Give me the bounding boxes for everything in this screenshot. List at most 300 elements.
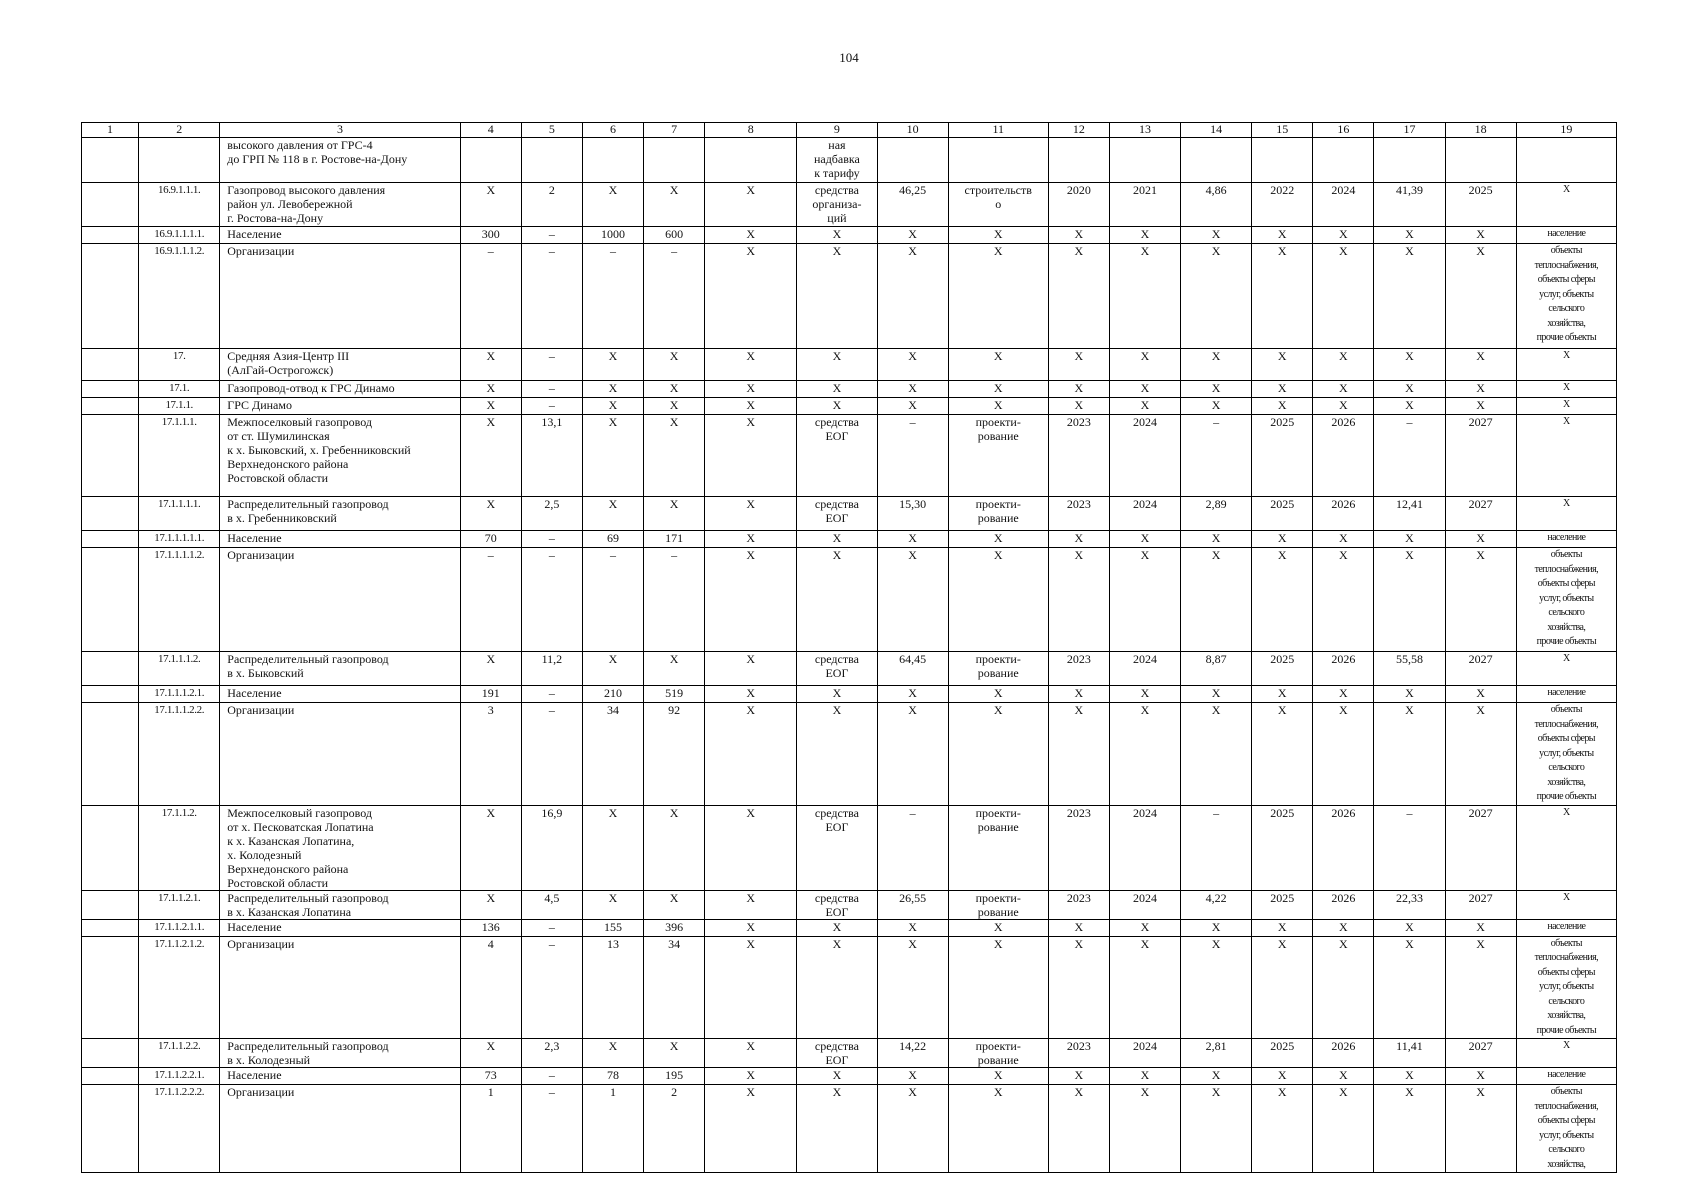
cell-col-13: Х bbox=[1109, 531, 1180, 548]
cell-col-13: Х bbox=[1109, 381, 1180, 398]
cell-col-14 bbox=[1181, 138, 1252, 183]
cell-col-7: 519 bbox=[644, 686, 705, 703]
cell-col-8: Х bbox=[705, 1068, 797, 1085]
cell-col-10: Х bbox=[877, 381, 948, 398]
cell-col-17: 11,41 bbox=[1374, 1039, 1445, 1068]
cell-col-3: Средняя Азия-Центр III (АлГай-Острогожск) bbox=[220, 349, 460, 381]
cell-col-3: Газопровод-отвод к ГРС Динамо bbox=[220, 381, 460, 398]
cell-col-12: Х bbox=[1048, 703, 1109, 806]
cell-col-15: Х bbox=[1252, 919, 1313, 936]
cell-col-18: Х bbox=[1445, 1068, 1516, 1085]
cell-col-8: Х bbox=[705, 919, 797, 936]
cell-col-16: Х bbox=[1313, 1085, 1374, 1173]
table-row bbox=[82, 138, 1617, 183]
cell-col-13: Х bbox=[1109, 1085, 1180, 1173]
cell-col-17: Х bbox=[1374, 381, 1445, 398]
cell-col-17: Х bbox=[1374, 531, 1445, 548]
cell-col-8: Х bbox=[705, 227, 797, 244]
cell-col-9: Х bbox=[797, 227, 877, 244]
cell-col-12: Х bbox=[1048, 936, 1109, 1039]
cell-col-18: Х bbox=[1445, 381, 1516, 398]
cell-col-4: 191 bbox=[460, 686, 521, 703]
cell-col-3: Межпоселковый газопровод от ст. Шумилинская к х. Быковский, х. Гребенниковский Верхнедонского района Ростовской области bbox=[220, 415, 460, 497]
cell-col-9: средства ЕОГ bbox=[797, 1039, 877, 1068]
cell-col-1 bbox=[82, 919, 139, 936]
cell-col-8: Х bbox=[705, 183, 797, 227]
cell-col-4 bbox=[460, 138, 521, 183]
cell-col-18: 2027 bbox=[1445, 1039, 1516, 1068]
cell-col-3: Межпоселковый газопровод от х. Песковатская Лопатина к х. Казанская Лопатина, х. Колодезный Верхнедонского района Ростовской области bbox=[220, 805, 460, 890]
cell-col-8: Х bbox=[705, 703, 797, 806]
cell-col-17 bbox=[1374, 138, 1445, 183]
cell-col-18: Х bbox=[1445, 349, 1516, 381]
cell-col-16: 2024 bbox=[1313, 183, 1374, 227]
cell-col-13: Х bbox=[1109, 919, 1180, 936]
cell-col-15: 2025 bbox=[1252, 415, 1313, 497]
cell-col-3: Газопровод высокого давления район ул. Левобережной г. Ростова-на-Дону bbox=[220, 183, 460, 227]
cell-col-15: Х bbox=[1252, 686, 1313, 703]
cell-col-15 bbox=[1252, 138, 1313, 183]
cell-col-9: Х bbox=[797, 919, 877, 936]
cell-col-13: Х bbox=[1109, 349, 1180, 381]
cell-col-14: Х bbox=[1181, 381, 1252, 398]
cell-col-16: Х bbox=[1313, 686, 1374, 703]
cell-col-18: 2027 bbox=[1445, 890, 1516, 919]
cell-col-11: Х bbox=[948, 936, 1048, 1039]
cell-col-2: 17.1.1.2.2. bbox=[139, 1039, 220, 1068]
cell-col-4: Х bbox=[460, 652, 521, 686]
cell-col-14: 8,87 bbox=[1181, 652, 1252, 686]
cell-col-17: Х bbox=[1374, 227, 1445, 244]
cell-col-19: Х bbox=[1516, 183, 1616, 227]
column-header-18: 18 bbox=[1445, 123, 1516, 138]
cell-col-7: Х bbox=[644, 1039, 705, 1068]
cell-col-16: 2026 bbox=[1313, 805, 1374, 890]
cell-col-14: – bbox=[1181, 415, 1252, 497]
column-header-15: 15 bbox=[1252, 123, 1313, 138]
column-header-4: 4 bbox=[460, 123, 521, 138]
cell-col-3: Организации bbox=[220, 548, 460, 652]
cell-col-10: – bbox=[877, 805, 948, 890]
column-header-9: 9 bbox=[797, 123, 877, 138]
page-number: 104 bbox=[839, 50, 859, 65]
cell-col-2: 16.9.1.1.1.2. bbox=[139, 244, 220, 349]
cell-col-17: Х bbox=[1374, 349, 1445, 381]
cell-col-16: Х bbox=[1313, 548, 1374, 652]
cell-col-15: Х bbox=[1252, 349, 1313, 381]
cell-col-16: Х bbox=[1313, 1068, 1374, 1085]
cell-col-18: 2027 bbox=[1445, 415, 1516, 497]
column-header-10: 10 bbox=[877, 123, 948, 138]
cell-col-7: Х bbox=[644, 652, 705, 686]
cell-col-19: Х bbox=[1516, 349, 1616, 381]
cell-col-18: Х bbox=[1445, 919, 1516, 936]
table-row bbox=[82, 381, 1617, 398]
cell-col-15: 2022 bbox=[1252, 183, 1313, 227]
cell-col-8: Х bbox=[705, 398, 797, 415]
cell-col-19: объекты теплоснабжения, объекты сферы услуг, объекты сельского хозяйства, прочие объекты bbox=[1516, 936, 1616, 1039]
cell-col-9: ная надбавка к тарифу bbox=[797, 138, 877, 183]
cell-col-2: 17.1.1.2.2.2. bbox=[139, 1085, 220, 1173]
cell-col-2: 17.1.1.1.2. bbox=[139, 652, 220, 686]
cell-col-17: – bbox=[1374, 805, 1445, 890]
cell-col-15: Х bbox=[1252, 398, 1313, 415]
cell-col-8: Х bbox=[705, 652, 797, 686]
cell-col-7: Х bbox=[644, 497, 705, 531]
cell-col-19: Х bbox=[1516, 497, 1616, 531]
cell-col-11: Х bbox=[948, 703, 1048, 806]
cell-col-11 bbox=[948, 138, 1048, 183]
cell-col-7: – bbox=[644, 548, 705, 652]
cell-col-4: Х bbox=[460, 183, 521, 227]
cell-col-11: проекти- рование bbox=[948, 652, 1048, 686]
cell-col-7: 2 bbox=[644, 1085, 705, 1173]
cell-col-10: Х bbox=[877, 1085, 948, 1173]
table-row bbox=[82, 703, 1617, 806]
cell-col-12: Х bbox=[1048, 548, 1109, 652]
cell-col-16: 2026 bbox=[1313, 652, 1374, 686]
cell-col-5: 13,1 bbox=[521, 415, 582, 497]
cell-col-16: 2026 bbox=[1313, 415, 1374, 497]
cell-col-16: Х bbox=[1313, 227, 1374, 244]
cell-col-10: Х bbox=[877, 349, 948, 381]
cell-col-12: Х bbox=[1048, 686, 1109, 703]
cell-col-10: 46,25 bbox=[877, 183, 948, 227]
cell-col-9: средства организа- ций bbox=[797, 183, 877, 227]
cell-col-15: Х bbox=[1252, 1068, 1313, 1085]
cell-col-8: Х bbox=[705, 686, 797, 703]
cell-col-11: Х bbox=[948, 548, 1048, 652]
cell-col-19: население bbox=[1516, 919, 1616, 936]
cell-col-7: 396 bbox=[644, 919, 705, 936]
cell-col-7: Х bbox=[644, 890, 705, 919]
cell-col-10: Х bbox=[877, 531, 948, 548]
cell-col-3: Организации bbox=[220, 1085, 460, 1173]
cell-col-3: ГРС Динамо bbox=[220, 398, 460, 415]
cell-col-8: Х bbox=[705, 548, 797, 652]
cell-col-14: 2,81 bbox=[1181, 1039, 1252, 1068]
cell-col-1 bbox=[82, 349, 139, 381]
cell-col-18: 2027 bbox=[1445, 497, 1516, 531]
cell-col-13: 2024 bbox=[1109, 1039, 1180, 1068]
cell-col-11: Х bbox=[948, 1085, 1048, 1173]
cell-col-14: Х bbox=[1181, 936, 1252, 1039]
cell-col-2: 17.1.1.1. bbox=[139, 415, 220, 497]
cell-col-13: Х bbox=[1109, 227, 1180, 244]
cell-col-16: Х bbox=[1313, 398, 1374, 415]
cell-col-10: 15,30 bbox=[877, 497, 948, 531]
column-header-2: 2 bbox=[139, 123, 220, 138]
cell-col-3: Организации bbox=[220, 936, 460, 1039]
cell-col-6: Х bbox=[582, 349, 643, 381]
cell-col-1 bbox=[82, 415, 139, 497]
table-row bbox=[82, 1039, 1617, 1068]
cell-col-16: 2026 bbox=[1313, 1039, 1374, 1068]
cell-col-16: Х bbox=[1313, 349, 1374, 381]
table-body bbox=[82, 138, 1617, 1173]
cell-col-5: – bbox=[521, 381, 582, 398]
cell-col-1 bbox=[82, 686, 139, 703]
cell-col-16 bbox=[1313, 138, 1374, 183]
cell-col-14: Х bbox=[1181, 227, 1252, 244]
cell-col-2 bbox=[139, 138, 220, 183]
cell-col-2: 17.1.1.1.1.2. bbox=[139, 548, 220, 652]
cell-col-15: 2025 bbox=[1252, 890, 1313, 919]
cell-col-12: Х bbox=[1048, 1085, 1109, 1173]
cell-col-9: средства ЕОГ bbox=[797, 415, 877, 497]
cell-col-18: 2027 bbox=[1445, 652, 1516, 686]
cell-col-12: Х bbox=[1048, 381, 1109, 398]
cell-col-8: Х bbox=[705, 1085, 797, 1173]
cell-col-13: Х bbox=[1109, 548, 1180, 652]
cell-col-10: 64,45 bbox=[877, 652, 948, 686]
cell-col-3: Население bbox=[220, 1068, 460, 1085]
cell-col-7: 34 bbox=[644, 936, 705, 1039]
cell-col-5 bbox=[521, 138, 582, 183]
cell-col-13: Х bbox=[1109, 244, 1180, 349]
cell-col-1 bbox=[82, 1068, 139, 1085]
cell-col-10: Х bbox=[877, 227, 948, 244]
cell-col-8: Х bbox=[705, 1039, 797, 1068]
cell-col-14: Х bbox=[1181, 349, 1252, 381]
cell-col-17: Х bbox=[1374, 1068, 1445, 1085]
cell-col-7: Х bbox=[644, 805, 705, 890]
cell-col-3: Население bbox=[220, 531, 460, 548]
cell-col-17: Х bbox=[1374, 1085, 1445, 1173]
cell-col-13: Х bbox=[1109, 936, 1180, 1039]
cell-col-4: Х bbox=[460, 381, 521, 398]
cell-col-2: 16.9.1.1.1. bbox=[139, 183, 220, 227]
cell-col-17: 12,41 bbox=[1374, 497, 1445, 531]
cell-col-13: Х bbox=[1109, 398, 1180, 415]
cell-col-4: Х bbox=[460, 890, 521, 919]
cell-col-13: 2024 bbox=[1109, 497, 1180, 531]
header-row bbox=[82, 123, 1617, 138]
cell-col-9: Х bbox=[797, 703, 877, 806]
cell-col-14: Х bbox=[1181, 398, 1252, 415]
cell-col-5: 2,3 bbox=[521, 1039, 582, 1068]
cell-col-12: 2023 bbox=[1048, 890, 1109, 919]
cell-col-6: 210 bbox=[582, 686, 643, 703]
cell-col-15: Х bbox=[1252, 548, 1313, 652]
column-header-3: 3 bbox=[220, 123, 460, 138]
cell-col-15: Х bbox=[1252, 1085, 1313, 1173]
cell-col-1 bbox=[82, 531, 139, 548]
cell-col-17: – bbox=[1374, 415, 1445, 497]
cell-col-1 bbox=[82, 138, 139, 183]
column-header-19: 19 bbox=[1516, 123, 1616, 138]
cell-col-9: Х bbox=[797, 1085, 877, 1173]
cell-col-10: – bbox=[877, 415, 948, 497]
cell-col-16: 2026 bbox=[1313, 497, 1374, 531]
cell-col-9: Х bbox=[797, 686, 877, 703]
cell-col-4: – bbox=[460, 548, 521, 652]
cell-col-7: 92 bbox=[644, 703, 705, 806]
cell-col-9: Х bbox=[797, 531, 877, 548]
cell-col-6: – bbox=[582, 244, 643, 349]
cell-col-5: – bbox=[521, 531, 582, 548]
cell-col-15: Х bbox=[1252, 244, 1313, 349]
cell-col-1 bbox=[82, 398, 139, 415]
cell-col-14: Х bbox=[1181, 919, 1252, 936]
cell-col-4: Х bbox=[460, 349, 521, 381]
cell-col-12: 2020 bbox=[1048, 183, 1109, 227]
cell-col-19: объекты теплоснабжения, объекты сферы услуг, объекты сельского хозяйства, прочие объекты bbox=[1516, 548, 1616, 652]
cell-col-15: Х bbox=[1252, 936, 1313, 1039]
cell-col-15: 2025 bbox=[1252, 652, 1313, 686]
cell-col-10: 14,22 bbox=[877, 1039, 948, 1068]
cell-col-19: Х bbox=[1516, 805, 1616, 890]
column-header-12: 12 bbox=[1048, 123, 1109, 138]
cell-col-8: Х bbox=[705, 890, 797, 919]
cell-col-1 bbox=[82, 652, 139, 686]
cell-col-7: 171 bbox=[644, 531, 705, 548]
cell-col-16: 2026 bbox=[1313, 890, 1374, 919]
column-header-11: 11 bbox=[948, 123, 1048, 138]
cell-col-17: 41,39 bbox=[1374, 183, 1445, 227]
cell-col-5: – bbox=[521, 244, 582, 349]
table-row bbox=[82, 936, 1617, 1039]
cell-col-13: 2024 bbox=[1109, 652, 1180, 686]
cell-col-19: население bbox=[1516, 227, 1616, 244]
cell-col-6: 1 bbox=[582, 1085, 643, 1173]
cell-col-14: Х bbox=[1181, 548, 1252, 652]
cell-col-10: Х bbox=[877, 703, 948, 806]
cell-col-8: Х bbox=[705, 381, 797, 398]
cell-col-4: – bbox=[460, 244, 521, 349]
cell-col-9: Х bbox=[797, 381, 877, 398]
cell-col-15: Х bbox=[1252, 703, 1313, 806]
cell-col-5: 2,5 bbox=[521, 497, 582, 531]
cell-col-12: Х bbox=[1048, 227, 1109, 244]
cell-col-2: 17.1.1.1.1. bbox=[139, 497, 220, 531]
cell-col-4: 3 bbox=[460, 703, 521, 806]
cell-col-11: проекти- рование bbox=[948, 415, 1048, 497]
cell-col-10: Х bbox=[877, 244, 948, 349]
table-row bbox=[82, 890, 1617, 919]
cell-col-18: Х bbox=[1445, 548, 1516, 652]
cell-col-7: Х bbox=[644, 349, 705, 381]
cell-col-12: 2023 bbox=[1048, 497, 1109, 531]
cell-col-13: 2024 bbox=[1109, 415, 1180, 497]
table-row bbox=[82, 244, 1617, 349]
cell-col-11: проекти- рование bbox=[948, 1039, 1048, 1068]
cell-col-19: Х bbox=[1516, 890, 1616, 919]
cell-col-10: Х bbox=[877, 686, 948, 703]
cell-col-6: 78 bbox=[582, 1068, 643, 1085]
cell-col-7: – bbox=[644, 244, 705, 349]
cell-col-18: 2025 bbox=[1445, 183, 1516, 227]
cell-col-3: Распределительный газопровод в х. Казанская Лопатина bbox=[220, 890, 460, 919]
cell-col-10 bbox=[877, 138, 948, 183]
cell-col-18: Х bbox=[1445, 686, 1516, 703]
cell-col-14: 2,89 bbox=[1181, 497, 1252, 531]
cell-col-17: Х bbox=[1374, 936, 1445, 1039]
cell-col-18: 2027 bbox=[1445, 805, 1516, 890]
column-header-14: 14 bbox=[1181, 123, 1252, 138]
cell-col-4: 300 bbox=[460, 227, 521, 244]
cell-col-14: Х bbox=[1181, 531, 1252, 548]
cell-col-5: – bbox=[521, 919, 582, 936]
cell-col-15: 2025 bbox=[1252, 1039, 1313, 1068]
cell-col-7: 195 bbox=[644, 1068, 705, 1085]
cell-col-13: 2024 bbox=[1109, 805, 1180, 890]
cell-col-5: – bbox=[521, 1085, 582, 1173]
cell-col-6: Х bbox=[582, 1039, 643, 1068]
cell-col-8: Х bbox=[705, 349, 797, 381]
cell-col-4: Х bbox=[460, 1039, 521, 1068]
cell-col-2: 17.1. bbox=[139, 381, 220, 398]
cell-col-17: Х bbox=[1374, 398, 1445, 415]
cell-col-14: – bbox=[1181, 805, 1252, 890]
cell-col-6: Х bbox=[582, 398, 643, 415]
cell-col-16: Х bbox=[1313, 381, 1374, 398]
cell-col-12: Х bbox=[1048, 398, 1109, 415]
cell-col-9: Х bbox=[797, 548, 877, 652]
cell-col-6: Х bbox=[582, 497, 643, 531]
cell-col-2: 17.1.1. bbox=[139, 398, 220, 415]
cell-col-7: Х bbox=[644, 398, 705, 415]
cell-col-17: 22,33 bbox=[1374, 890, 1445, 919]
cell-col-9: средства ЕОГ bbox=[797, 805, 877, 890]
column-header-6: 6 bbox=[582, 123, 643, 138]
cell-col-12: 2023 bbox=[1048, 652, 1109, 686]
cell-col-1 bbox=[82, 1039, 139, 1068]
cell-col-10: Х bbox=[877, 919, 948, 936]
cell-col-19 bbox=[1516, 138, 1616, 183]
cell-col-17: Х bbox=[1374, 244, 1445, 349]
cell-col-13: Х bbox=[1109, 686, 1180, 703]
cell-col-12: Х bbox=[1048, 1068, 1109, 1085]
cell-col-5: – bbox=[521, 227, 582, 244]
cell-col-15: 2025 bbox=[1252, 805, 1313, 890]
cell-col-5: 2 bbox=[521, 183, 582, 227]
cell-col-4: Х bbox=[460, 805, 521, 890]
table-row bbox=[82, 183, 1617, 227]
cell-col-5: – bbox=[521, 548, 582, 652]
cell-col-15: 2025 bbox=[1252, 497, 1313, 531]
cell-col-5: 11,2 bbox=[521, 652, 582, 686]
cell-col-19: население bbox=[1516, 1068, 1616, 1085]
cell-col-13: Х bbox=[1109, 703, 1180, 806]
cell-col-6: 34 bbox=[582, 703, 643, 806]
cell-col-1 bbox=[82, 381, 139, 398]
cell-col-9: средства ЕОГ bbox=[797, 890, 877, 919]
cell-col-8: Х bbox=[705, 531, 797, 548]
column-header-8: 8 bbox=[705, 123, 797, 138]
cell-col-10: 26,55 bbox=[877, 890, 948, 919]
cell-col-14: Х bbox=[1181, 1068, 1252, 1085]
cell-col-12: Х bbox=[1048, 919, 1109, 936]
cell-col-12: 2023 bbox=[1048, 805, 1109, 890]
cell-col-11: проекти- рование bbox=[948, 890, 1048, 919]
cell-col-2: 17.1.1.2.1. bbox=[139, 890, 220, 919]
cell-col-6: 155 bbox=[582, 919, 643, 936]
cell-col-3: высокого давления от ГРС-4 до ГРП № 118 в г. Ростове-на-Дону bbox=[220, 138, 460, 183]
column-header-5: 5 bbox=[521, 123, 582, 138]
cell-col-9: Х bbox=[797, 1068, 877, 1085]
cell-col-8 bbox=[705, 138, 797, 183]
cell-col-4: 1 bbox=[460, 1085, 521, 1173]
cell-col-19: Х bbox=[1516, 652, 1616, 686]
cell-col-1 bbox=[82, 497, 139, 531]
cell-col-11: Х bbox=[948, 919, 1048, 936]
cell-col-19: объекты теплоснабжения, объекты сферы услуг, объекты сельского хозяйства, bbox=[1516, 1085, 1616, 1173]
cell-col-2: 17. bbox=[139, 349, 220, 381]
cell-col-6: – bbox=[582, 548, 643, 652]
cell-col-18: Х bbox=[1445, 398, 1516, 415]
cell-col-19: объекты теплоснабжения, объекты сферы услуг, объекты сельского хозяйства, прочие объекты bbox=[1516, 244, 1616, 349]
